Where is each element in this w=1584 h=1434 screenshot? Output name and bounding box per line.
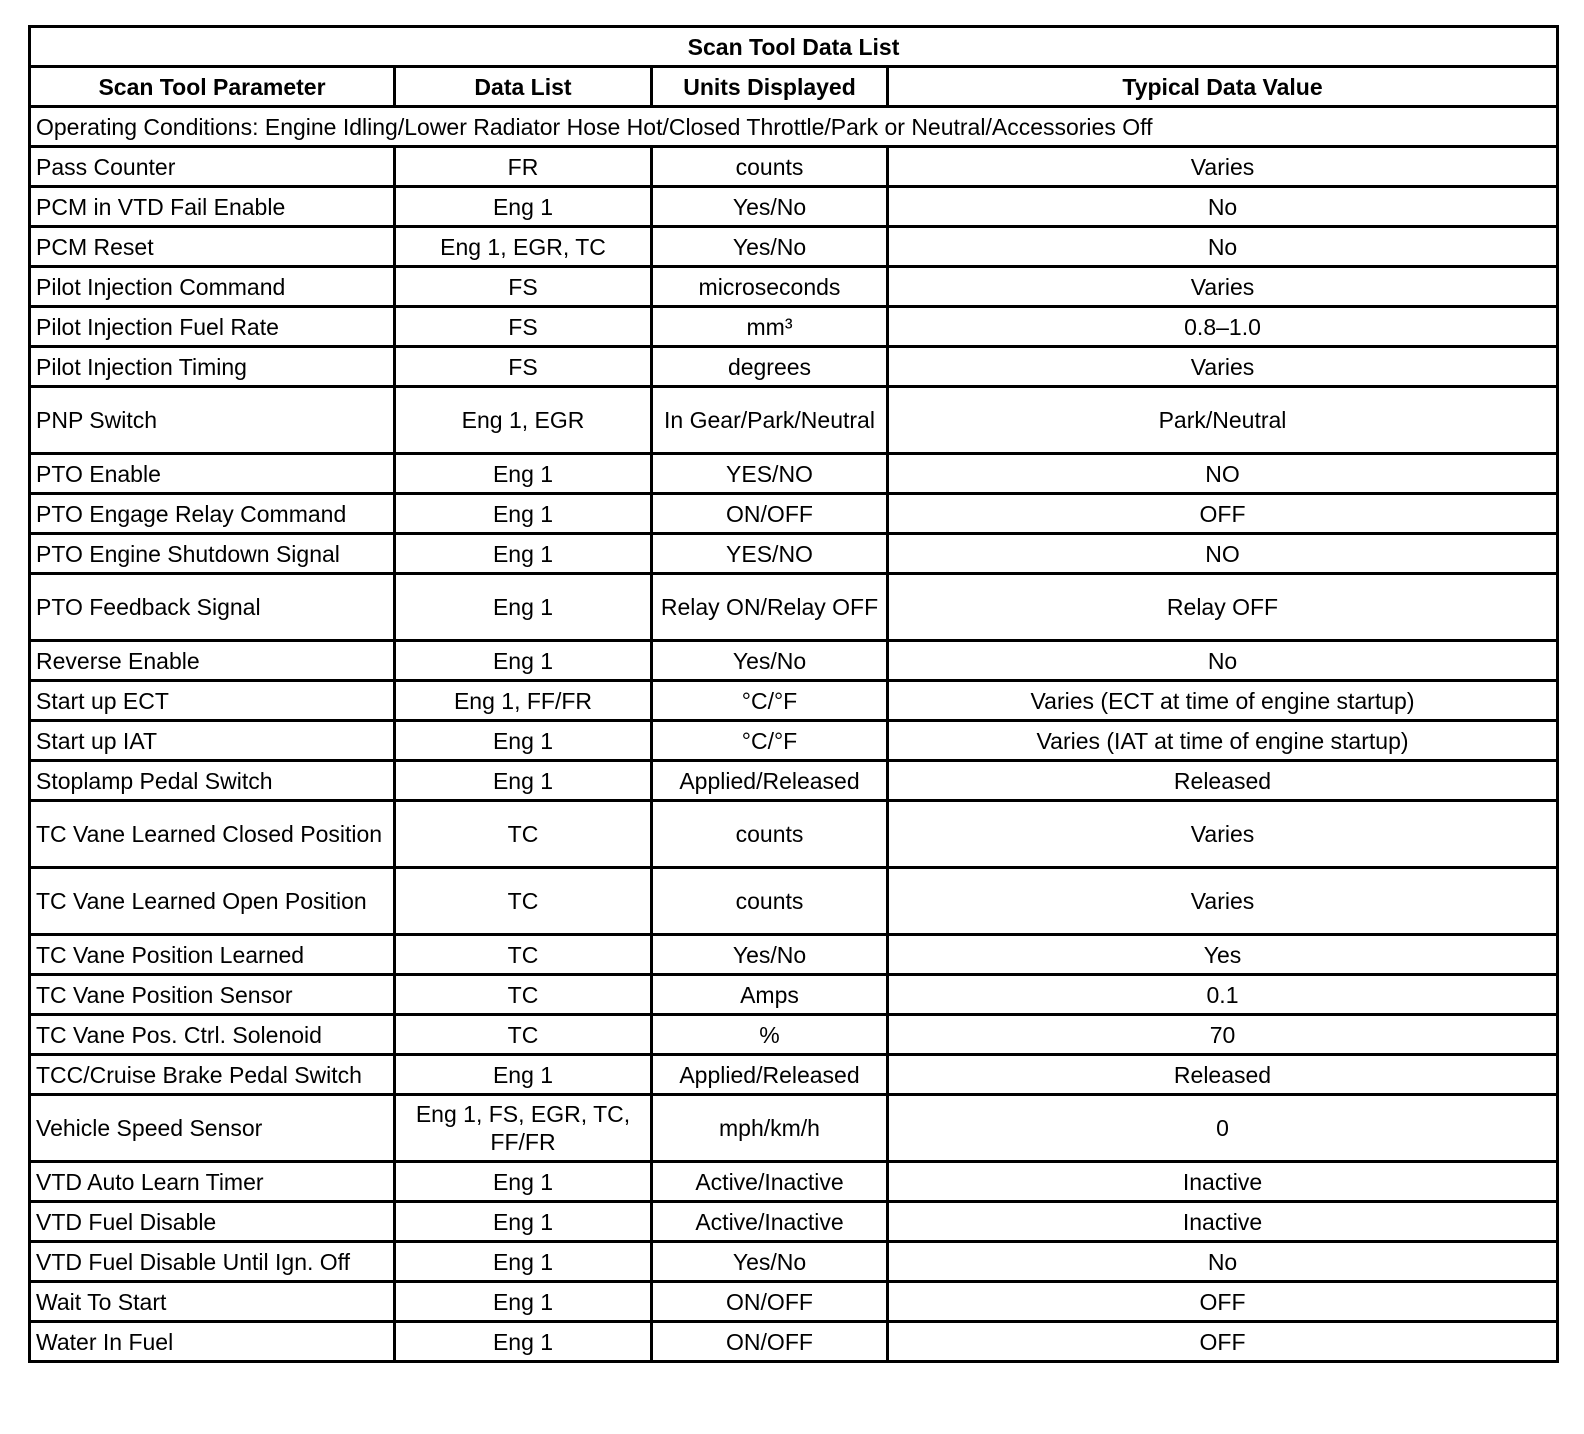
cell-units: Applied/Released	[652, 761, 888, 801]
cell-parameter: Start up ECT	[30, 681, 395, 721]
cell-units: Applied/Released	[652, 1055, 888, 1095]
cell-units: Yes/No	[652, 187, 888, 227]
cell-data-list: Eng 1	[395, 641, 652, 681]
cell-parameter: PTO Engine Shutdown Signal	[30, 534, 395, 574]
operating-conditions-row	[30, 107, 1558, 147]
cell-parameter: PCM Reset	[30, 227, 395, 267]
cell-typical-value: Varies	[888, 801, 1558, 868]
cell-units: Active/Inactive	[652, 1202, 888, 1242]
table-row	[30, 267, 1558, 307]
cell-units: Yes/No	[652, 1242, 888, 1282]
cell-typical-value: Varies	[888, 147, 1558, 187]
cell-data-list: FS	[395, 347, 652, 387]
table-row	[30, 534, 1558, 574]
table-row	[30, 1162, 1558, 1202]
cell-units: °C/°F	[652, 681, 888, 721]
cell-units: Active/Inactive	[652, 1162, 888, 1202]
cell-data-list: Eng 1	[395, 187, 652, 227]
cell-units: Yes/No	[652, 641, 888, 681]
cell-parameter: TCC/Cruise Brake Pedal Switch	[30, 1055, 395, 1095]
cell-typical-value: Varies (ECT at time of engine startup)	[888, 681, 1558, 721]
cell-typical-value: Park/Neutral	[888, 387, 1558, 454]
table-row	[30, 1015, 1558, 1055]
cell-data-list: FS	[395, 267, 652, 307]
table-row	[30, 187, 1558, 227]
table-row	[30, 1322, 1558, 1362]
table-row	[30, 761, 1558, 801]
cell-data-list: FS	[395, 307, 652, 347]
cell-data-list: TC	[395, 935, 652, 975]
table-row	[30, 1242, 1558, 1282]
cell-typical-value: No	[888, 227, 1558, 267]
cell-typical-value: NO	[888, 454, 1558, 494]
cell-typical-value: OFF	[888, 1282, 1558, 1322]
cell-data-list: TC	[395, 975, 652, 1015]
cell-data-list: TC	[395, 1015, 652, 1055]
cell-parameter: VTD Fuel Disable	[30, 1202, 395, 1242]
table-row	[30, 801, 1558, 868]
table-row	[30, 641, 1558, 681]
cell-data-list: Eng 1	[395, 534, 652, 574]
cell-units: counts	[652, 801, 888, 868]
cell-data-list: Eng 1, FF/FR	[395, 681, 652, 721]
cell-units: Yes/No	[652, 935, 888, 975]
cell-data-list: TC	[395, 868, 652, 935]
cell-parameter: TC Vane Position Sensor	[30, 975, 395, 1015]
cell-typical-value: No	[888, 1242, 1558, 1282]
cell-typical-value: Varies	[888, 347, 1558, 387]
cell-typical-value: No	[888, 641, 1558, 681]
cell-typical-value: 0	[888, 1095, 1558, 1162]
cell-typical-value: 0.8–1.0	[888, 307, 1558, 347]
cell-data-list: Eng 1	[395, 721, 652, 761]
header-scan-tool-parameter: Scan Tool Parameter	[30, 67, 395, 107]
cell-typical-value: Varies	[888, 267, 1558, 307]
cell-parameter: Water In Fuel	[30, 1322, 395, 1362]
cell-data-list: TC	[395, 801, 652, 868]
cell-parameter: PTO Enable	[30, 454, 395, 494]
table-row	[30, 307, 1558, 347]
cell-parameter: Pass Counter	[30, 147, 395, 187]
cell-data-list: Eng 1	[395, 1242, 652, 1282]
cell-units: YES/NO	[652, 534, 888, 574]
header-typical-data-value: Typical Data Value	[888, 67, 1558, 107]
cell-parameter: Pilot Injection Timing	[30, 347, 395, 387]
operating-conditions: Operating Conditions: Engine Idling/Lower Radiator Hose Hot/Closed Throttle/Park or Neutral/Accessories Off	[30, 107, 1558, 147]
cell-data-list: Eng 1	[395, 574, 652, 641]
table-row	[30, 1055, 1558, 1095]
cell-parameter: PCM in VTD Fail Enable	[30, 187, 395, 227]
cell-units: Amps	[652, 975, 888, 1015]
table-row	[30, 494, 1558, 534]
table-row	[30, 387, 1558, 454]
cell-units: YES/NO	[652, 454, 888, 494]
cell-typical-value: Released	[888, 761, 1558, 801]
cell-parameter: TC Vane Pos. Ctrl. Solenoid	[30, 1015, 395, 1055]
cell-typical-value: Released	[888, 1055, 1558, 1095]
cell-data-list: Eng 1	[395, 761, 652, 801]
table-title-row	[30, 27, 1558, 67]
cell-units: counts	[652, 868, 888, 935]
table-row	[30, 574, 1558, 641]
cell-parameter: Stoplamp Pedal Switch	[30, 761, 395, 801]
cell-units: counts	[652, 147, 888, 187]
table-row	[30, 868, 1558, 935]
table-row	[30, 347, 1558, 387]
cell-data-list: Eng 1	[395, 494, 652, 534]
cell-data-list: Eng 1	[395, 1322, 652, 1362]
cell-units: In Gear/Park/Neutral	[652, 387, 888, 454]
cell-units: Yes/No	[652, 227, 888, 267]
cell-data-list: Eng 1	[395, 1055, 652, 1095]
cell-parameter: PTO Feedback Signal	[30, 574, 395, 641]
cell-units: %	[652, 1015, 888, 1055]
cell-units: ON/OFF	[652, 494, 888, 534]
cell-units: microseconds	[652, 267, 888, 307]
cell-parameter: Start up IAT	[30, 721, 395, 761]
cell-typical-value: NO	[888, 534, 1558, 574]
cell-data-list: FR	[395, 147, 652, 187]
table-row	[30, 1202, 1558, 1242]
header-units-displayed: Units Displayed	[652, 67, 888, 107]
cell-data-list: Eng 1	[395, 454, 652, 494]
cell-data-list: Eng 1, FS, EGR, TC, FF/FR	[395, 1095, 652, 1162]
cell-parameter: VTD Auto Learn Timer	[30, 1162, 395, 1202]
cell-units: Relay ON/Relay OFF	[652, 574, 888, 641]
cell-typical-value: Relay OFF	[888, 574, 1558, 641]
table-title: Scan Tool Data List	[30, 27, 1558, 67]
cell-typical-value: Inactive	[888, 1202, 1558, 1242]
cell-parameter: TC Vane Learned Closed Position	[30, 801, 395, 868]
cell-parameter: VTD Fuel Disable Until Ign. Off	[30, 1242, 395, 1282]
table-header-row	[30, 67, 1558, 107]
cell-data-list: Eng 1	[395, 1282, 652, 1322]
cell-parameter: Reverse Enable	[30, 641, 395, 681]
cell-parameter: PTO Engage Relay Command	[30, 494, 395, 534]
cell-parameter: TC Vane Position Learned	[30, 935, 395, 975]
cell-typical-value: No	[888, 187, 1558, 227]
cell-typical-value: 0.1	[888, 975, 1558, 1015]
cell-typical-value: Inactive	[888, 1162, 1558, 1202]
cell-typical-value: Yes	[888, 935, 1558, 975]
cell-typical-value: Varies	[888, 868, 1558, 935]
cell-units: ON/OFF	[652, 1282, 888, 1322]
cell-data-list: Eng 1, EGR	[395, 387, 652, 454]
cell-units: mm³	[652, 307, 888, 347]
table-row	[30, 1095, 1558, 1162]
cell-parameter: Vehicle Speed Sensor	[30, 1095, 395, 1162]
table-row	[30, 227, 1558, 267]
table-row	[30, 454, 1558, 494]
cell-units: °C/°F	[652, 721, 888, 761]
cell-typical-value: 70	[888, 1015, 1558, 1055]
cell-parameter: Wait To Start	[30, 1282, 395, 1322]
table-row	[30, 935, 1558, 975]
cell-parameter: Pilot Injection Command	[30, 267, 395, 307]
cell-units: degrees	[652, 347, 888, 387]
table-row	[30, 681, 1558, 721]
table-row	[30, 975, 1558, 1015]
cell-data-list: Eng 1	[395, 1202, 652, 1242]
scan-tool-data-table	[28, 25, 1559, 1363]
cell-data-list: Eng 1, EGR, TC	[395, 227, 652, 267]
table-row	[30, 1282, 1558, 1322]
cell-typical-value: OFF	[888, 494, 1558, 534]
cell-parameter: TC Vane Learned Open Position	[30, 868, 395, 935]
cell-typical-value: Varies (IAT at time of engine startup)	[888, 721, 1558, 761]
table-row	[30, 721, 1558, 761]
cell-typical-value: OFF	[888, 1322, 1558, 1362]
cell-parameter: Pilot Injection Fuel Rate	[30, 307, 395, 347]
header-data-list: Data List	[395, 67, 652, 107]
cell-units: mph/km/h	[652, 1095, 888, 1162]
table-row	[30, 147, 1558, 187]
cell-data-list: Eng 1	[395, 1162, 652, 1202]
cell-units: ON/OFF	[652, 1322, 888, 1362]
cell-parameter: PNP Switch	[30, 387, 395, 454]
